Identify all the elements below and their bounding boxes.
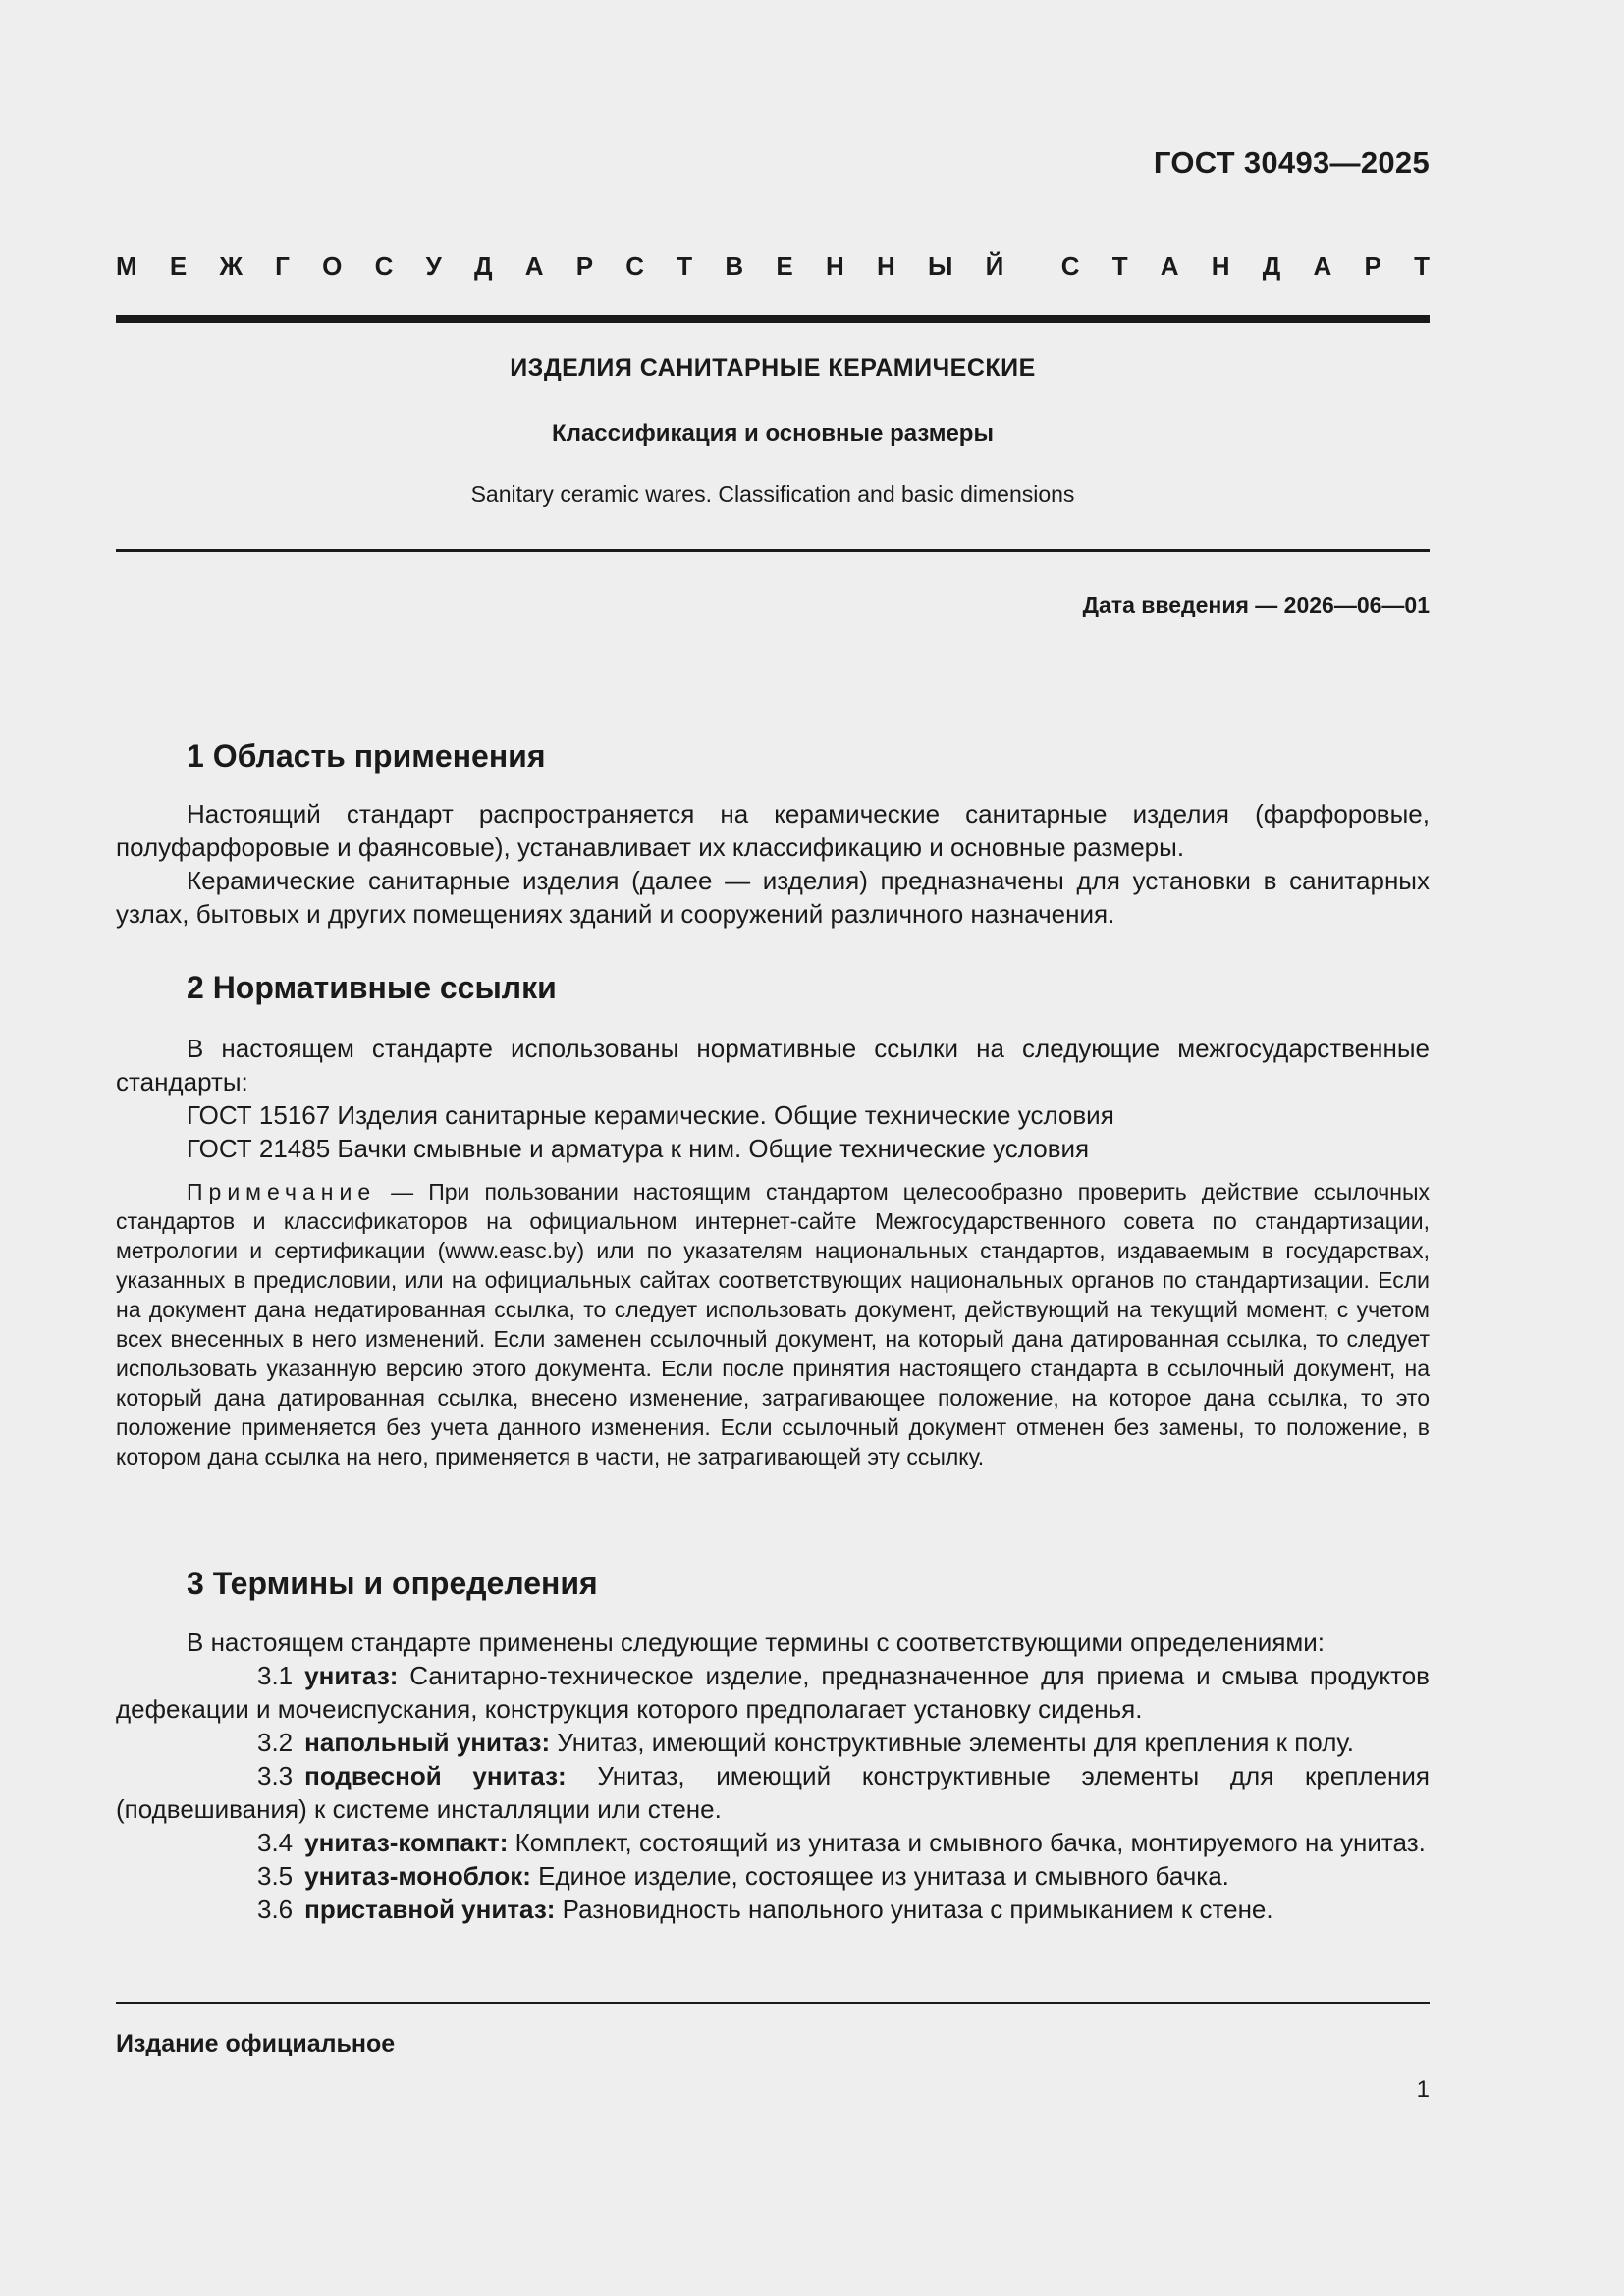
note-label: Примечание [187,1179,377,1204]
standard-kind-word1: М Е Ж Г О С У Д А Р С Т В Е Н Н Ы Й [116,251,1017,281]
reference-item: ГОСТ 21485 Бачки смывные и арматура к ним. Общие технические условия [187,1134,1090,1163]
term-name: унитаз: [304,1661,399,1690]
page-number: 1 [1416,2076,1430,2103]
term-name: напольный унитаз: [304,1728,551,1757]
term-item [116,1726,1430,1759]
section-3-heading: 3 Термины и определения [187,1566,598,1601]
section-3-body [116,1626,1430,1926]
term-definition: Единое изделие, состоящее из унитаза и смывного бачка. [530,1861,1229,1891]
term-definition: Унитаз, имеющий конструктивные элементы для крепления (подвешивания) к системе инсталляции или стене. [116,1761,1431,1824]
term-item [116,1893,1430,1926]
standard-kind-word2: С Т А Н Д А Р Т [1060,251,1442,281]
section-1-body [116,797,1430,931]
document-page [116,0,1442,2296]
term-number: 3.3 [257,1761,294,1790]
term-number: 3.2 [257,1728,294,1757]
paragraph: Настоящий стандарт распространяется на керамические санитарные изделия (фарфоровые, полуфарфоровые и фаянсовые), устанавливает их классификацию и основные размеры. [116,799,1430,862]
term-item [116,1826,1430,1859]
document-title-english: Sanitary ceramic wares. Classification and basic dimensions [470,481,1075,507]
term-definition: Разновидность напольного унитаза с примыканием к стене. [555,1895,1273,1924]
term-item [116,1859,1430,1893]
term-number: 3.6 [257,1895,294,1924]
term-item [116,1759,1430,1826]
term-name: унитаз-компакт: [304,1828,509,1857]
term-name: приставной унитаз: [304,1895,556,1924]
term-item [116,1659,1430,1726]
title-rule [116,549,1430,552]
standard-kind-line [116,251,1442,282]
term-number: 3.4 [257,1828,294,1857]
term-number: 3.1 [257,1661,294,1690]
document-title: ИЗДЕЛИЯ САНИТАРНЫЕ КЕРАМИЧЕСКИЕ [510,354,1036,382]
section-2-heading: 2 Нормативные ссылки [187,970,557,1005]
section-1-heading: 1 Область применения [187,738,546,774]
note-text: — При пользовании настоящим стандартом целесообразно проверить действие ссылочных стандартов и классификаторов на официальном интернет-сайте Межгосударственного совета по стандартизации, метрологии и сертификации (www.easc.by) или по указателям национальных стандартов, издаваемым в государствах, указанных в предисловии, или на официальных сайтах соответствующих национальных органов по стандартизации. Если на документ дана недатированная ссылка, то следует использовать документ, действующий на текущий момент, с учетом всех внесенных в него изменений. Если заменен ссылочный документ, на который дана датированная ссылка, то следует использовать указанную версию этого документа. Если после принятия настоящего стандарта в ссылочный документ, на который дана датированная ссылка, внесено изменение, затрагивающее положение, на которое дана ссылка, то это положение применяется без учета данного изменения. Если ссылочный документ отменен без замены, то положение, в котором дана ссылка на него, применяется в части, не затрагивающей эту ссылку. [116,1179,1430,1469]
footer-rule [116,2002,1430,2004]
term-name: подвесной унитаз: [304,1761,567,1790]
reference-item: ГОСТ 15167 Изделия санитарные керамические. Общие технические условия [187,1100,1114,1130]
document-number: ГОСТ 30493—2025 [1153,145,1430,180]
term-definition: Санитарно-техническое изделие, предназначенное для приема и смыва продуктов дефекации и мочеиспускания, конструкция которого предполагает установку сиденья. [116,1661,1430,1724]
edition-label: Издание официальное [116,2030,396,2057]
document-subtitle: Классификация и основные размеры [552,420,994,447]
term-definition: Унитаз, имеющий конструктивные элементы для крепления к полу. [550,1728,1354,1757]
section-2-body [116,1032,1430,1165]
term-number: 3.5 [257,1861,294,1891]
term-name: унитаз-моноблок: [304,1861,531,1891]
term-definition: Комплект, состоящий из унитаза и смывного бачка, монтируемого на унитаз. [508,1828,1426,1857]
header-rule [116,315,1430,323]
paragraph: В настоящем стандарте использованы нормативные ссылки на следующие межгосударственные стандарты: [116,1034,1430,1096]
introduction-date: Дата введения — 2026—06—01 [1082,592,1430,617]
section-2-note [116,1177,1430,1471]
paragraph: В настоящем стандарте применены следующие термины с соответствующими определениями: [187,1628,1326,1657]
paragraph: Керамические санитарные изделия (далее — изделия) предназначены для установки в санитарных узлах, бытовых и других помещениях зданий и сооружений различного назначения. [116,866,1430,929]
